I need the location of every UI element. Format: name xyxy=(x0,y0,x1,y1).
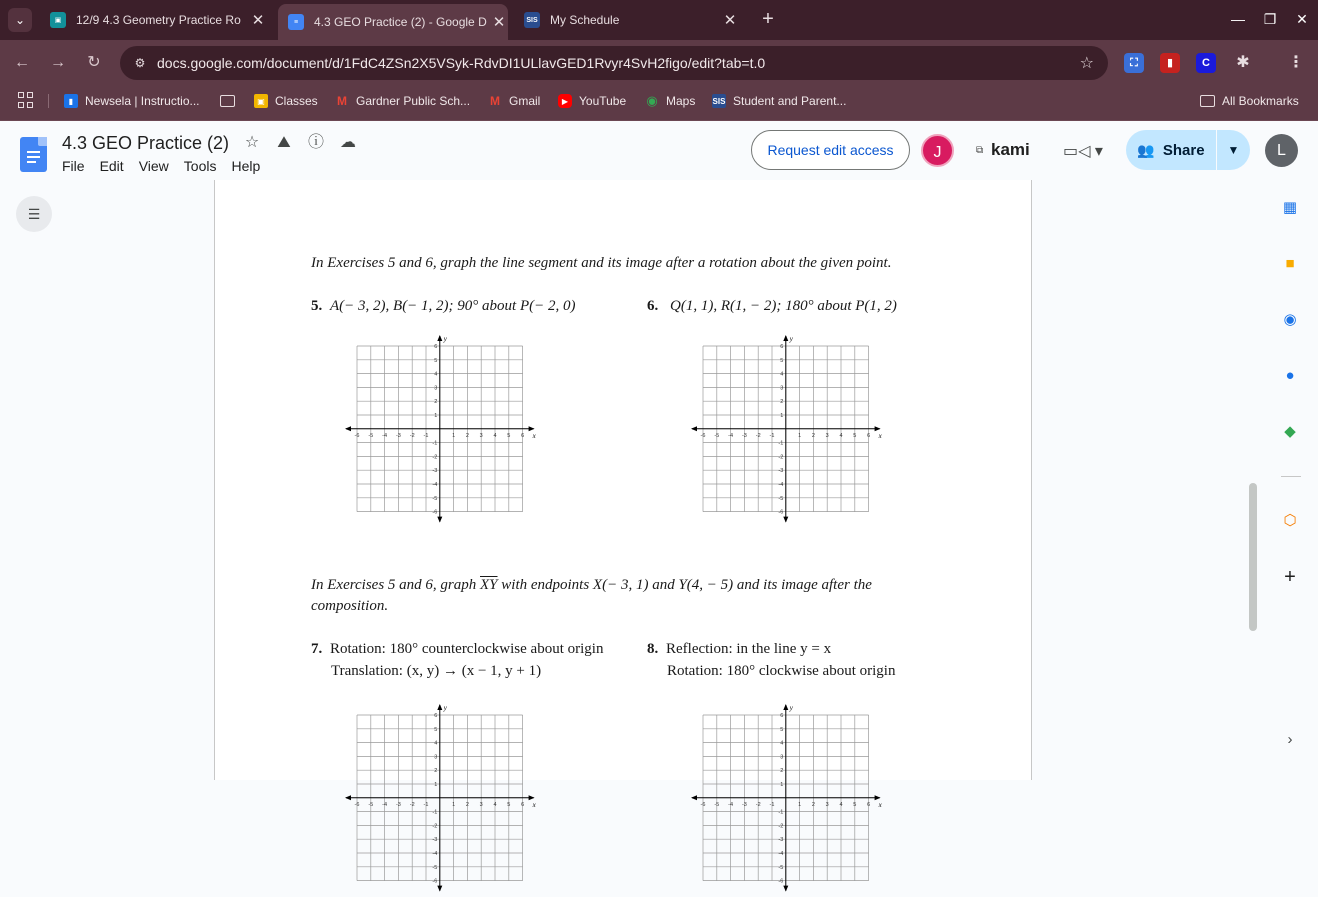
blue-extension-icon[interactable]: ⛶ xyxy=(1124,53,1144,73)
x-axis-label: x xyxy=(878,431,882,440)
svg-text:1: 1 xyxy=(798,432,802,439)
svg-text:-6: -6 xyxy=(432,509,438,516)
svg-text:4: 4 xyxy=(780,371,784,378)
svg-text:-3: -3 xyxy=(778,468,784,475)
svg-text:3: 3 xyxy=(479,801,483,808)
svg-text:-1: -1 xyxy=(769,432,775,439)
menu-tools[interactable]: Tools xyxy=(183,158,217,174)
exercise-5 xyxy=(311,298,576,315)
meet-video-icon[interactable]: ▭◁ ▾ xyxy=(1063,143,1103,160)
exercise-number: 6. xyxy=(647,298,659,314)
menu-file[interactable]: File xyxy=(62,158,85,174)
svg-text:1: 1 xyxy=(452,801,456,808)
docs-favicon-icon: ≡ xyxy=(288,14,304,30)
bookmark-newsela[interactable] xyxy=(64,92,200,110)
svg-text:-2: -2 xyxy=(755,432,761,439)
svg-text:-5: -5 xyxy=(432,864,438,871)
svg-text:2: 2 xyxy=(434,399,438,406)
coordinate-grid-7[interactable] xyxy=(340,701,540,897)
instruction-part: In Exercises 5 and 6, graph xyxy=(311,577,477,593)
bookmark-maps[interactable] xyxy=(645,92,695,110)
exercise-number: 8. xyxy=(647,641,659,657)
sis-favicon-icon: SIS xyxy=(524,12,540,28)
share-label: Share xyxy=(1162,141,1205,159)
svg-text:4: 4 xyxy=(434,371,438,378)
exercise-text: A(− 3, 2), B(− 1, 2); 90° about P(− 2, 0) xyxy=(330,298,576,314)
svg-text:1: 1 xyxy=(780,782,784,788)
youtube-icon: ▶ xyxy=(558,94,572,108)
browser-menu-icon[interactable]: ⋮ xyxy=(1288,54,1304,71)
svg-text:-1: -1 xyxy=(778,809,784,816)
svg-text:1: 1 xyxy=(452,432,456,439)
star-icon[interactable]: ☆ xyxy=(244,134,260,151)
svg-text:3: 3 xyxy=(780,385,784,392)
svg-text:2: 2 xyxy=(780,399,784,406)
document-page[interactable] xyxy=(214,180,1032,885)
svg-text:6: 6 xyxy=(521,432,525,439)
svg-text:-5: -5 xyxy=(778,495,784,502)
bookmark-gardner[interactable] xyxy=(335,92,470,110)
svg-text:4: 4 xyxy=(839,801,843,808)
gmail-icon: M xyxy=(490,94,500,108)
svg-text:-3: -3 xyxy=(432,837,438,844)
bookmark-label: YouTube xyxy=(579,94,627,108)
coordinate-grid-6[interactable] xyxy=(686,332,886,528)
segment-xy: $\overline{XY}$ xyxy=(480,577,498,593)
svg-text:-4: -4 xyxy=(432,482,438,488)
svg-text:5: 5 xyxy=(780,726,784,733)
menu-edit[interactable]: Edit xyxy=(99,158,124,174)
svg-text:3: 3 xyxy=(479,432,483,439)
svg-text:2: 2 xyxy=(465,432,469,439)
svg-text:-3: -3 xyxy=(741,432,747,439)
exercise-line1: Rotation: 180° counterclockwise about origin xyxy=(330,641,604,657)
url-text[interactable]: docs.google.com/document/d/1FdC4ZSn2X5VSyk-RdvDI1ULlavGED1Rvyr4SvH2figo/edit?tab=t.0 xyxy=(157,55,766,71)
tab-search-chevron-icon[interactable]: ⌄ xyxy=(8,8,32,32)
svg-text:6: 6 xyxy=(867,801,871,808)
maps-pin-icon: ◉ xyxy=(646,93,658,108)
reload-icon[interactable]: ↻ xyxy=(87,54,101,71)
svg-text:-3: -3 xyxy=(741,801,747,808)
svg-text:5: 5 xyxy=(780,357,784,364)
bookmark-youtube[interactable] xyxy=(558,92,626,110)
svg-text:-5: -5 xyxy=(714,432,720,439)
exercise-7 xyxy=(311,641,603,658)
svg-text:-6: -6 xyxy=(354,801,360,808)
svg-text:-6: -6 xyxy=(778,878,784,885)
x-axis-label: x xyxy=(532,431,536,440)
svg-text:-5: -5 xyxy=(714,801,720,808)
svg-text:-2: -2 xyxy=(409,801,415,808)
exercise-line1: Reflection: in the line y = x xyxy=(666,641,832,657)
exercise-7-line2: Translation: (x, y) → (x − 1, y + 1) xyxy=(331,663,542,679)
svg-text:-4: -4 xyxy=(728,801,734,808)
svg-text:4: 4 xyxy=(434,740,438,747)
svg-text:1: 1 xyxy=(798,801,802,808)
newsela-icon: ▮ xyxy=(64,94,78,108)
svg-text:5: 5 xyxy=(507,432,511,439)
tab-title: 12/9 4.3 Geometry Practice Ro xyxy=(76,13,241,27)
instruction-part: with endpoints X(− 3, 1) and Y(4, − 5) and its image after the xyxy=(501,577,872,593)
docs-header xyxy=(0,121,1318,180)
coordinate-grid-8[interactable] xyxy=(686,701,886,897)
restore-icon[interactable]: ❐ xyxy=(1263,11,1277,27)
svg-text:6: 6 xyxy=(521,801,525,808)
document-title[interactable]: 4.3 GEO Practice (2) xyxy=(62,133,230,153)
cloud-saved-icon[interactable]: ☁ xyxy=(340,134,356,151)
account-avatar[interactable]: L xyxy=(1265,134,1298,167)
bookmark-folder[interactable] xyxy=(220,92,242,110)
svg-text:-5: -5 xyxy=(432,495,438,502)
close-icon[interactable]: ✕ xyxy=(723,12,737,29)
svg-text:-1: -1 xyxy=(432,809,438,816)
instruction-rotation: In Exercises 5 and 6, graph the line segment and its image after a rotation about the given point. xyxy=(311,255,892,271)
apps-grid-icon[interactable] xyxy=(18,92,34,108)
document-outline-icon[interactable]: ☰ xyxy=(16,196,52,232)
svg-text:4: 4 xyxy=(493,432,497,439)
browser-toolbar xyxy=(0,40,1318,86)
gmail-icon: M xyxy=(337,94,347,108)
all-bookmarks[interactable] xyxy=(1200,92,1299,110)
exercise-8-line2: Rotation: 180° clockwise about origin xyxy=(667,663,896,679)
svg-text:-5: -5 xyxy=(368,801,374,808)
close-icon[interactable]: ✕ xyxy=(251,12,265,29)
close-icon[interactable]: ✕ xyxy=(492,14,506,31)
new-tab-plus-icon[interactable]: + xyxy=(762,8,774,30)
instruction-composition-cont: composition. xyxy=(311,598,389,614)
share-button[interactable] xyxy=(1126,130,1250,170)
back-arrow-icon[interactable]: ← xyxy=(14,54,30,71)
svg-text:3: 3 xyxy=(780,754,784,761)
calendar-icon[interactable]: ▦ xyxy=(1282,199,1298,216)
tab-title: 4.3 GEO Practice (2) - Google D xyxy=(314,15,487,29)
folder-icon xyxy=(1200,95,1215,107)
y-axis-label: y xyxy=(789,704,793,712)
bookmark-label: Newsela | Instructio... xyxy=(85,94,200,108)
expand-panel-chevron-icon[interactable]: › xyxy=(1287,731,1293,748)
tab-geometry-practice[interactable] xyxy=(40,4,276,36)
svg-text:-1: -1 xyxy=(423,801,429,808)
coordinate-grid-5[interactable] xyxy=(340,332,540,528)
avatar[interactable]: J xyxy=(921,134,954,167)
svg-text:2: 2 xyxy=(780,768,784,775)
svg-text:-6: -6 xyxy=(700,801,706,808)
extensions-puzzle-icon[interactable]: ✱ xyxy=(1236,54,1250,71)
tasks-icon[interactable]: ◉ xyxy=(1283,311,1297,328)
svg-text:-3: -3 xyxy=(395,801,401,808)
svg-text:3: 3 xyxy=(825,801,829,808)
svg-text:5: 5 xyxy=(507,801,511,808)
svg-text:3: 3 xyxy=(434,385,438,392)
svg-text:-3: -3 xyxy=(432,468,438,475)
svg-text:-3: -3 xyxy=(395,432,401,439)
addon-icon[interactable]: ⬡ xyxy=(1283,512,1297,529)
svg-text:-6: -6 xyxy=(354,432,360,439)
maps-icon[interactable]: ◆ xyxy=(1284,423,1296,440)
docs-logo-icon[interactable] xyxy=(20,137,47,172)
y-axis-label: y xyxy=(789,335,793,343)
svg-text:-4: -4 xyxy=(382,432,388,439)
svg-text:-2: -2 xyxy=(432,454,438,461)
x-axis-label: x xyxy=(532,800,536,809)
svg-text:4: 4 xyxy=(493,801,497,808)
svg-text:-6: -6 xyxy=(700,432,706,439)
y-axis-label: y xyxy=(443,335,447,343)
folder-icon xyxy=(220,95,235,107)
svg-text:3: 3 xyxy=(825,432,829,439)
all-bookmarks-label: All Bookmarks xyxy=(1222,94,1299,108)
bookmark-star-icon[interactable]: ☆ xyxy=(1079,55,1094,72)
svg-text:-3: -3 xyxy=(778,837,784,844)
bookmark-gmail[interactable] xyxy=(488,92,540,110)
svg-text:5: 5 xyxy=(434,357,438,364)
svg-text:2: 2 xyxy=(465,801,469,808)
svg-text:2: 2 xyxy=(811,432,815,439)
exercise-number: 5. xyxy=(311,298,323,314)
svg-text:5: 5 xyxy=(853,801,857,808)
menu-bar xyxy=(62,158,275,174)
red-bookmark-extension-icon[interactable]: ▮ xyxy=(1160,53,1180,73)
share-main[interactable] xyxy=(1126,130,1216,170)
svg-text:-2: -2 xyxy=(778,823,784,830)
svg-text:-5: -5 xyxy=(368,432,374,439)
svg-text:6: 6 xyxy=(780,344,784,350)
exercise-number: 7. xyxy=(311,641,323,657)
window-close-icon[interactable]: ✕ xyxy=(1296,11,1308,27)
bookmark-label: Gardner Public Sch... xyxy=(356,94,471,108)
svg-text:-1: -1 xyxy=(778,440,784,447)
menu-view[interactable]: View xyxy=(138,158,169,174)
y-axis-label: y xyxy=(443,704,447,712)
exercise-6 xyxy=(647,298,897,315)
svg-text:1: 1 xyxy=(434,782,438,788)
svg-text:-1: -1 xyxy=(432,440,438,447)
svg-text:-6: -6 xyxy=(432,878,438,885)
svg-text:4: 4 xyxy=(839,432,843,439)
svg-text:6: 6 xyxy=(434,713,438,719)
svg-text:6: 6 xyxy=(434,344,438,350)
keep-icon[interactable]: ■ xyxy=(1285,255,1295,272)
svg-text:5: 5 xyxy=(853,432,857,439)
svg-text:-2: -2 xyxy=(409,432,415,439)
svg-text:-1: -1 xyxy=(423,432,429,439)
bookmark-classes[interactable] xyxy=(254,92,318,110)
browser-tab-strip xyxy=(0,0,1318,40)
tab-geo-practice-doc[interactable] xyxy=(278,4,508,40)
add-addon-plus-icon[interactable]: + xyxy=(1284,566,1296,588)
svg-text:5: 5 xyxy=(434,726,438,733)
svg-text:2: 2 xyxy=(811,801,815,808)
svg-text:1: 1 xyxy=(434,413,438,419)
forward-arrow-icon[interactable]: → xyxy=(50,54,66,71)
move-to-drive-icon[interactable]: ⛰ xyxy=(277,134,291,151)
svg-text:-6: -6 xyxy=(778,509,784,516)
svg-text:-2: -2 xyxy=(755,801,761,808)
exercise-text: Q(1, 1), R(1, − 2); 180° about P(1, 2) xyxy=(670,298,897,314)
tab-my-schedule[interactable] xyxy=(514,4,748,36)
c-extension-icon[interactable]: C xyxy=(1196,53,1216,73)
menu-help[interactable]: Help xyxy=(231,158,261,174)
svg-text:-1: -1 xyxy=(769,801,775,808)
bookmark-label: Maps xyxy=(666,94,696,108)
side-panel-divider xyxy=(1281,476,1301,477)
svg-text:4: 4 xyxy=(780,740,784,747)
svg-text:1: 1 xyxy=(780,413,784,419)
classroom-favicon-icon: ▣ xyxy=(50,12,66,28)
request-edit-access-button[interactable]: Request edit access xyxy=(751,130,910,170)
svg-text:-2: -2 xyxy=(778,454,784,461)
info-icon[interactable]: ⓘ xyxy=(307,134,324,151)
share-dropdown-icon[interactable]: ▼ xyxy=(1216,130,1250,170)
kami-button[interactable]: kami xyxy=(991,140,1030,159)
site-info-tune-icon[interactable]: ⚙ xyxy=(134,56,146,70)
sis-icon: SIS xyxy=(712,94,726,108)
svg-text:-4: -4 xyxy=(728,432,734,439)
bookmark-label: Classes xyxy=(275,94,318,108)
svg-text:-5: -5 xyxy=(778,864,784,871)
bookmark-label: Gmail xyxy=(509,94,541,108)
instruction-composition xyxy=(311,577,872,594)
bookmarks-divider xyxy=(48,94,49,108)
external-link-icon: ⧉ xyxy=(976,145,984,156)
svg-text:-2: -2 xyxy=(432,823,438,830)
svg-text:-4: -4 xyxy=(778,851,784,857)
x-axis-label: x xyxy=(878,800,882,809)
exercise-8 xyxy=(647,641,831,658)
address-bar[interactable] xyxy=(120,46,1108,80)
svg-text:6: 6 xyxy=(780,713,784,719)
minimize-icon[interactable]: — xyxy=(1231,11,1245,27)
tab-title: My Schedule xyxy=(550,13,620,27)
classroom-icon: ▣ xyxy=(254,94,268,108)
bookmark-student-parent[interactable] xyxy=(712,92,846,110)
svg-text:-4: -4 xyxy=(778,482,784,488)
contacts-icon[interactable]: ● xyxy=(1285,367,1295,384)
bookmark-label: Student and Parent... xyxy=(733,94,847,108)
people-icon: 👥 xyxy=(1137,141,1155,158)
svg-text:2: 2 xyxy=(434,768,438,775)
vertical-scrollbar[interactable] xyxy=(1249,483,1257,631)
svg-text:3: 3 xyxy=(434,754,438,761)
svg-text:6: 6 xyxy=(867,432,871,439)
svg-text:-4: -4 xyxy=(382,801,388,808)
svg-text:-4: -4 xyxy=(432,851,438,857)
